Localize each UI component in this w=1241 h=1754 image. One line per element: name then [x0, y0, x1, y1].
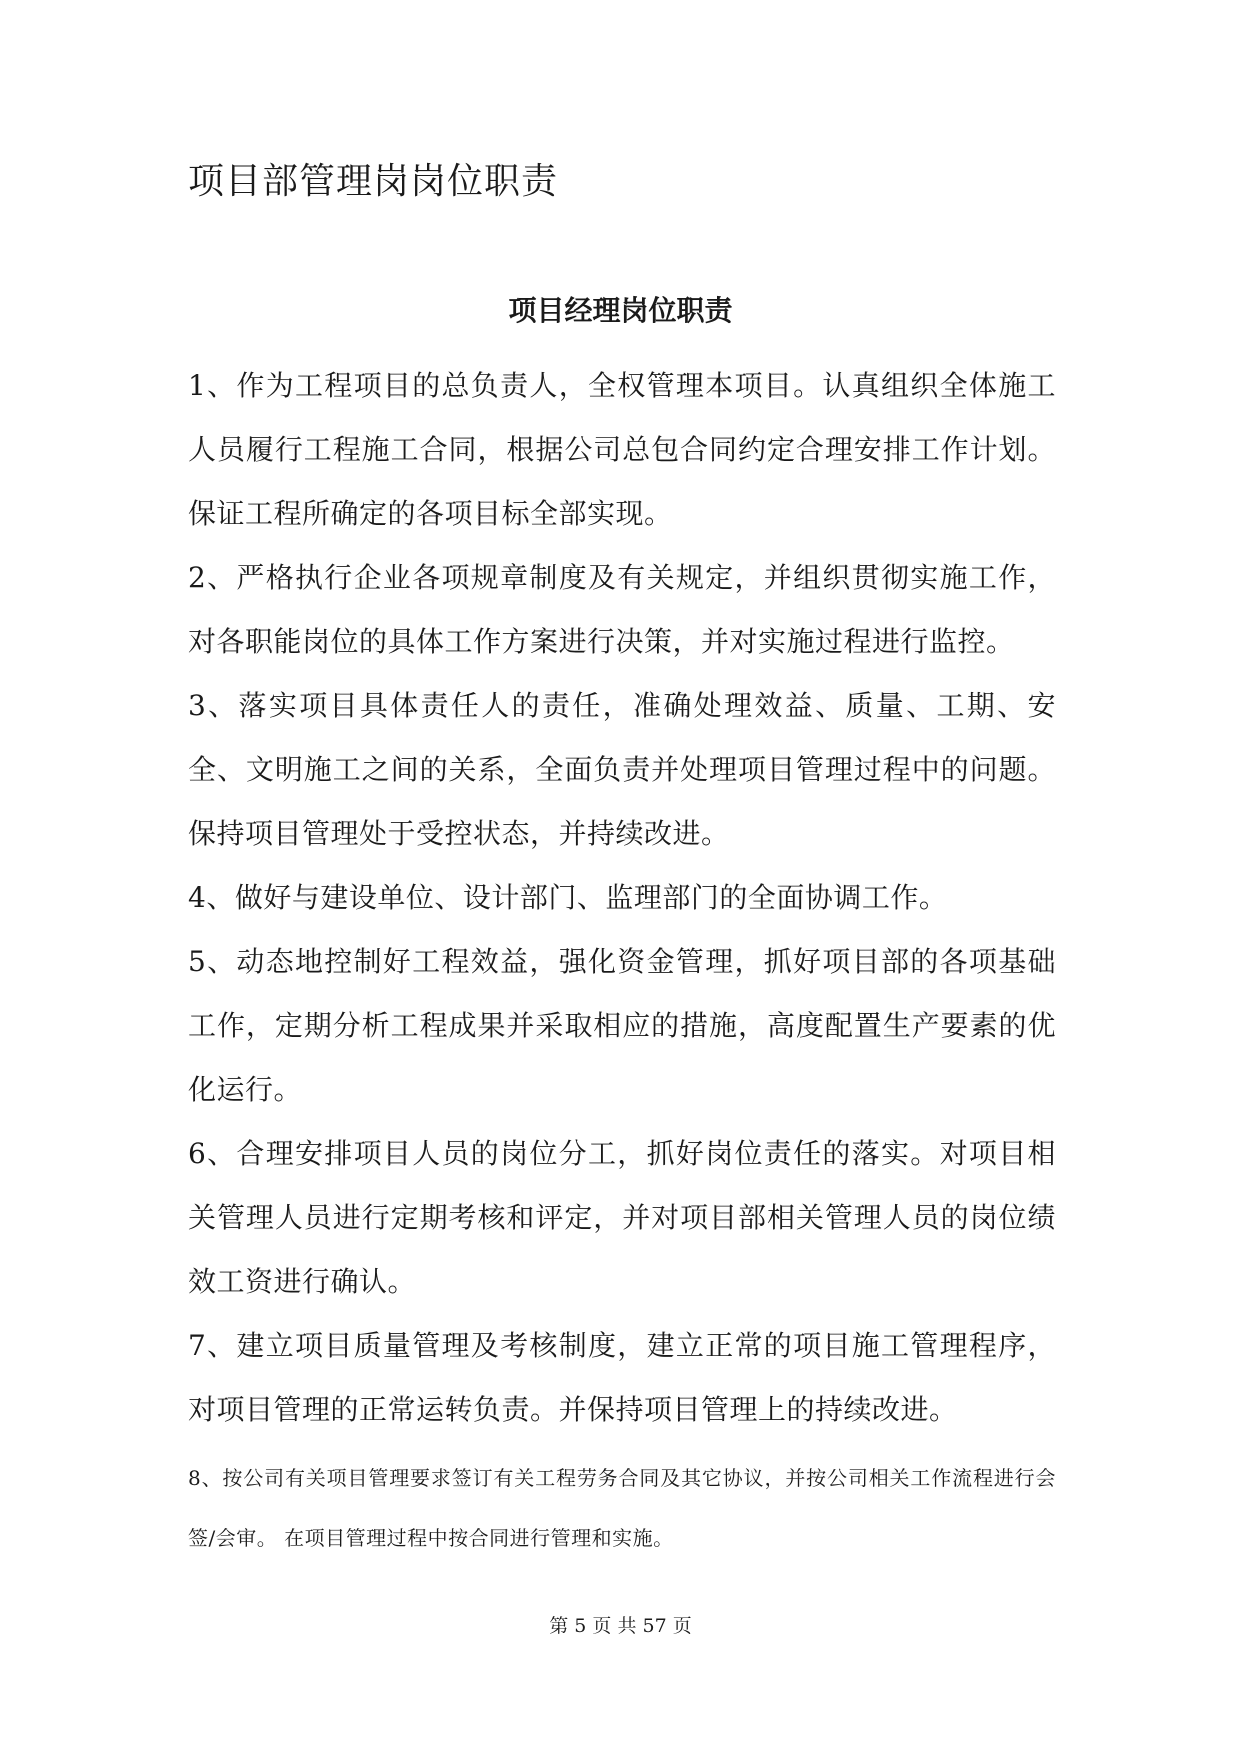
paragraph-2: 2、严格执行企业各项规章制度及有关规定，并组织贯彻实施工作，对各职能岗位的具体工作方案进行决策，并对实施过程进行监控。	[188, 561, 1056, 658]
paragraph-4: 4、做好与建设单位、设计部门、监理部门的全面协调工作。	[188, 881, 948, 914]
document-body	[188, 354, 1056, 1568]
section-title: 项目经理岗位职责	[508, 294, 733, 327]
paragraph-6: 6、合理安排项目人员的岗位分工，抓好岗位责任的落实。对项目相关管理人员进行定期考核和评定，并对项目部相关管理人员的岗位绩效工资进行确认。	[188, 1137, 1056, 1298]
paragraph-1: 1、作为工程项目的总负责人，全权管理本项目。认真组织全体施工人员履行工程施工合同，根据公司总包合同约定合理安排工作计划。保证工程所确定的各项目标全部实现。	[188, 369, 1056, 530]
page-footer: 第 5 页 共 57 页	[549, 1615, 692, 1637]
paragraph-8: 8、按公司有关项目管理要求签订有关工程劳务合同及其它协议，并按公司相关工作流程进行会签/会审。 在项目管理过程中按合同进行管理和实施。	[188, 1466, 1056, 1550]
paragraph-3: 3、落实项目具体责任人的责任，准确处理效益、质量、工期、安全、文明施工之间的关系，全面负责并处理项目管理过程中的问题。保持项目管理处于受控状态，并持续改进。	[188, 689, 1056, 850]
paragraph-7: 7、建立项目质量管理及考核制度，建立正常的项目施工管理程序，对项目管理的正常运转负责。并保持项目管理上的持续改进。	[188, 1329, 1056, 1426]
paragraph-5: 5、动态地控制好工程效益，强化资金管理，抓好项目部的各项基础工作，定期分析工程成果并采取相应的措施，高度配置生产要素的优化运行。	[188, 945, 1056, 1106]
document-title: 项目部管理岗岗位职责	[188, 161, 559, 202]
